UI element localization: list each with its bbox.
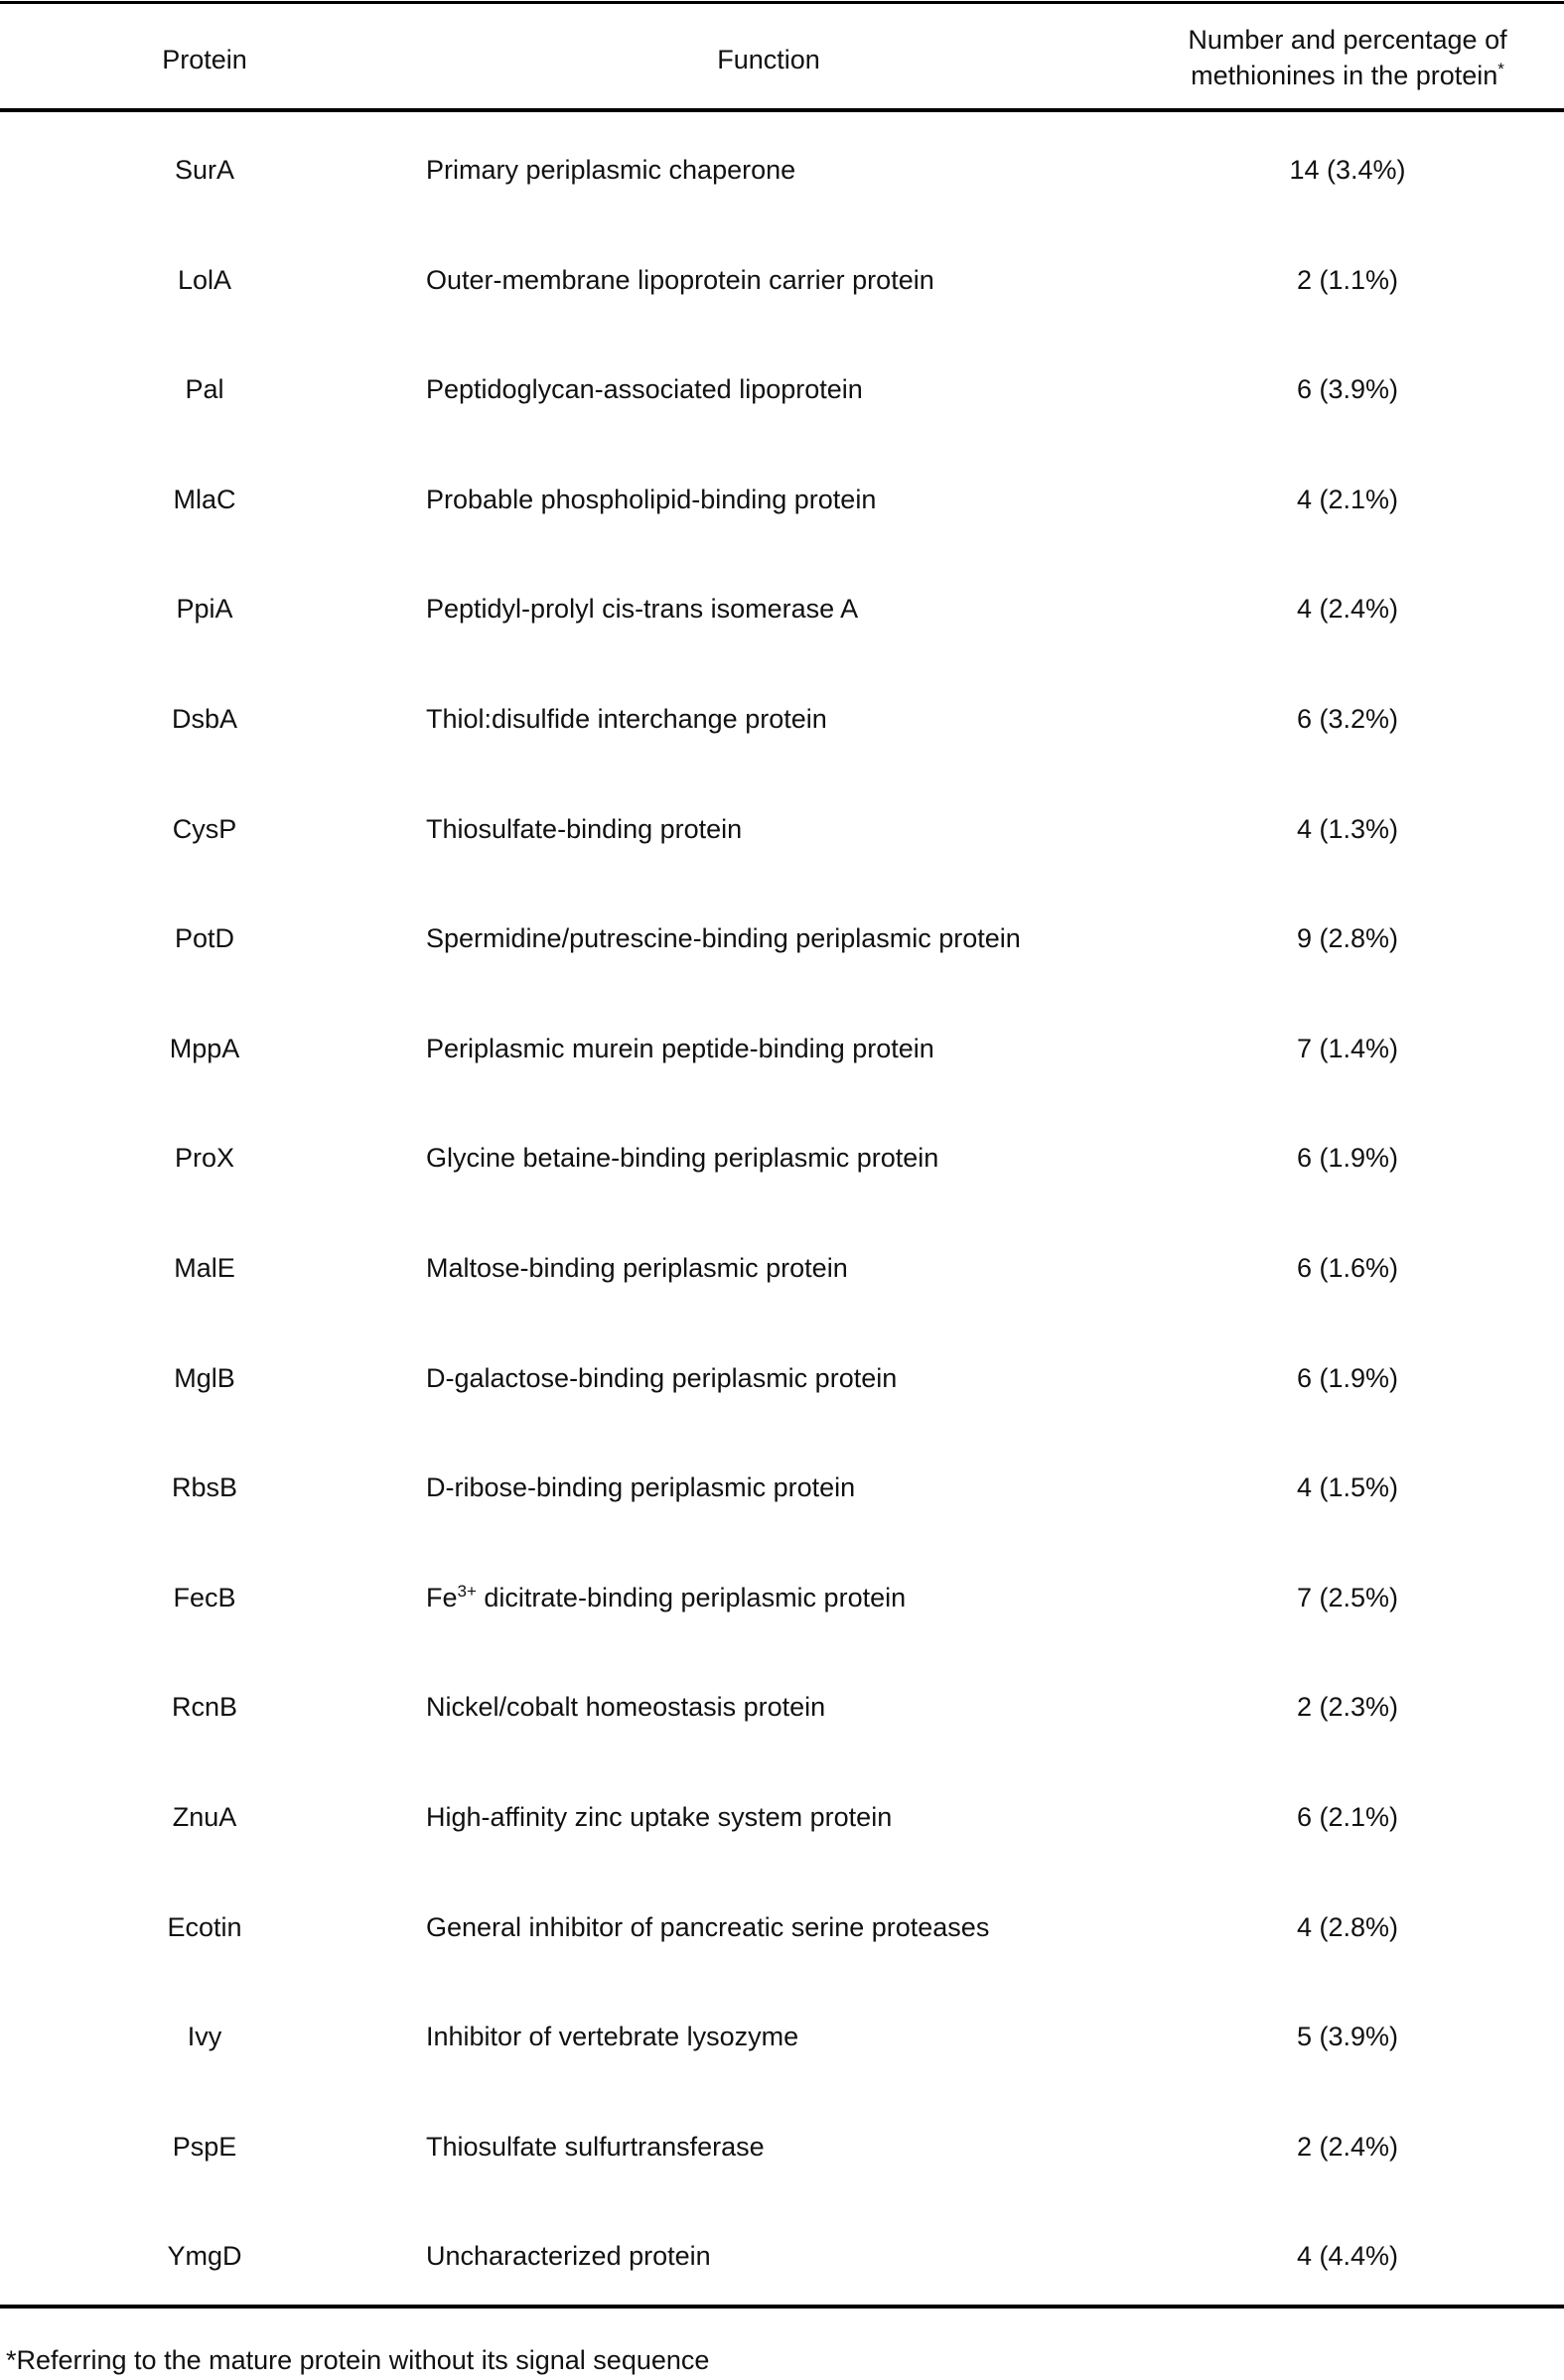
table-row	[0, 1907, 1564, 1947]
function-cell: Thiosulfate-binding protein	[426, 813, 743, 844]
protein-cell: MalE	[174, 1253, 235, 1283]
table-row	[0, 699, 1564, 739]
function-cell: Glycine betaine-binding periplasmic protein	[426, 1143, 939, 1174]
methionine-count-cell: 2 (2.4%)	[1296, 2131, 1399, 2162]
function-cell: General inhibitor of pancreatic serine proteases	[426, 1911, 990, 1942]
table-row	[0, 1468, 1564, 1507]
table-row	[0, 2127, 1564, 2167]
header-protein: Protein	[162, 45, 247, 74]
function-cell: Peptidoglycan-associated lipoprotein	[426, 374, 863, 405]
protein-cell: DsbA	[171, 704, 238, 734]
function-cell: Thiosulfate sulfurtransferase	[426, 2131, 765, 2162]
function-text: dicitrate-binding periplasmic protein	[476, 1582, 907, 1612]
header-rule	[0, 108, 1564, 112]
function-cell: Maltose-binding periplasmic protein	[426, 1253, 848, 1283]
protein-cell: ProX	[174, 1143, 235, 1174]
methionine-count-cell: 4 (2.8%)	[1296, 1911, 1399, 1942]
function-cell: Inhibitor of vertebrate lysozyme	[426, 2022, 799, 2052]
footnote: *Referring to the mature protein without its signal sequence	[6, 2345, 710, 2375]
header-line-2: methionines in the protein*	[1191, 60, 1504, 90]
top-rule	[0, 1, 1564, 4]
table-row	[0, 1578, 1564, 1617]
protein-cell: Ivy	[187, 2022, 222, 2052]
protein-cell: LolA	[177, 264, 232, 295]
table-row	[0, 260, 1564, 300]
function-cell: Uncharacterized protein	[426, 2241, 711, 2272]
protein-cell: PotD	[174, 923, 235, 954]
methionine-count-cell: 6 (1.9%)	[1296, 1143, 1399, 1174]
protein-cell: RcnB	[171, 1692, 238, 1723]
methionine-count-cell: 6 (3.2%)	[1296, 704, 1399, 734]
methionine-count-cell: 7 (1.4%)	[1296, 1033, 1399, 1063]
header-line-1: Number and percentage of	[1188, 25, 1507, 55]
header-methionine-count	[1149, 22, 1546, 93]
function-cell: Thiol:disulfide interchange protein	[426, 704, 827, 734]
protein-cell: PpiA	[176, 594, 233, 625]
protein-cell: FecB	[173, 1582, 236, 1612]
protein-cell: YmgD	[167, 2241, 242, 2272]
table-row	[0, 809, 1564, 849]
methionine-count-cell: 5 (3.9%)	[1296, 2022, 1399, 2052]
protein-cell: ZnuA	[172, 1802, 237, 1832]
table-row	[0, 1358, 1564, 1398]
table-row	[0, 589, 1564, 629]
table-row	[0, 1029, 1564, 1068]
methionine-count-cell: 2 (1.1%)	[1296, 264, 1399, 295]
function-cell: D-ribose-binding periplasmic protein	[426, 1472, 856, 1503]
function-cell: Periplasmic murein peptide-binding protein	[426, 1033, 934, 1063]
protein-cell: MglB	[174, 1362, 235, 1393]
function-superscript: 3+	[457, 1581, 477, 1601]
function-prefix: Fe	[426, 1582, 458, 1612]
function-cell: Outer-membrane lipoprotein carrier protein	[426, 264, 934, 295]
table-row	[0, 369, 1564, 409]
protein-cell: PspE	[172, 2131, 237, 2162]
methionine-count-cell: 6 (1.9%)	[1296, 1362, 1399, 1393]
methionine-count-cell: 7 (2.5%)	[1296, 1582, 1399, 1612]
protein-cell: MppA	[169, 1033, 240, 1063]
methionine-count-cell: 2 (2.3%)	[1296, 1692, 1399, 1723]
table-row	[0, 1687, 1564, 1727]
methionine-count-cell: 14 (3.4%)	[1289, 155, 1406, 185]
methionine-count-cell: 4 (2.1%)	[1296, 484, 1399, 514]
methionine-count-cell: 6 (3.9%)	[1296, 374, 1399, 405]
function-cell: High-affinity zinc uptake system protein	[426, 1802, 893, 1832]
protein-cell: RbsB	[171, 1472, 238, 1503]
function-cell: Nickel/cobalt homeostasis protein	[426, 1692, 826, 1723]
footnote-marker: *	[1497, 60, 1504, 78]
methionine-count-cell: 4 (1.3%)	[1296, 813, 1399, 844]
function-cell: Probable phospholipid-binding protein	[426, 484, 877, 514]
table-row	[0, 480, 1564, 519]
table-row	[0, 918, 1564, 958]
protein-cell: Pal	[185, 374, 224, 405]
function-cell	[426, 1578, 906, 1617]
function-cell: Primary periplasmic chaperone	[426, 155, 796, 185]
protein-cell: CysP	[172, 813, 237, 844]
header-function: Function	[717, 45, 820, 74]
function-cell: Peptidyl-prolyl cis-trans isomerase A	[426, 594, 859, 625]
methionine-count-cell: 6 (1.6%)	[1296, 1253, 1399, 1283]
function-cell: Spermidine/putrescine-binding periplasmic protein	[426, 923, 1021, 954]
protein-cell: Ecotin	[167, 1911, 242, 1942]
methionine-count-cell: 6 (2.1%)	[1296, 1802, 1399, 1832]
protein-cell: SurA	[174, 155, 235, 185]
methionine-count-cell: 9 (2.8%)	[1296, 923, 1399, 954]
function-cell: D-galactose-binding periplasmic protein	[426, 1362, 898, 1393]
bottom-rule	[0, 2305, 1564, 2309]
protein-cell: MlaC	[173, 484, 236, 514]
methionine-count-cell: 4 (4.4%)	[1296, 2241, 1399, 2272]
methionine-count-cell: 4 (1.5%)	[1296, 1472, 1399, 1503]
table-row	[0, 2017, 1564, 2056]
table-row	[0, 2236, 1564, 2276]
table-row	[0, 1248, 1564, 1288]
table-row	[0, 1797, 1564, 1837]
table-row	[0, 1138, 1564, 1178]
table-row	[0, 150, 1564, 190]
methionine-count-cell: 4 (2.4%)	[1296, 594, 1399, 625]
